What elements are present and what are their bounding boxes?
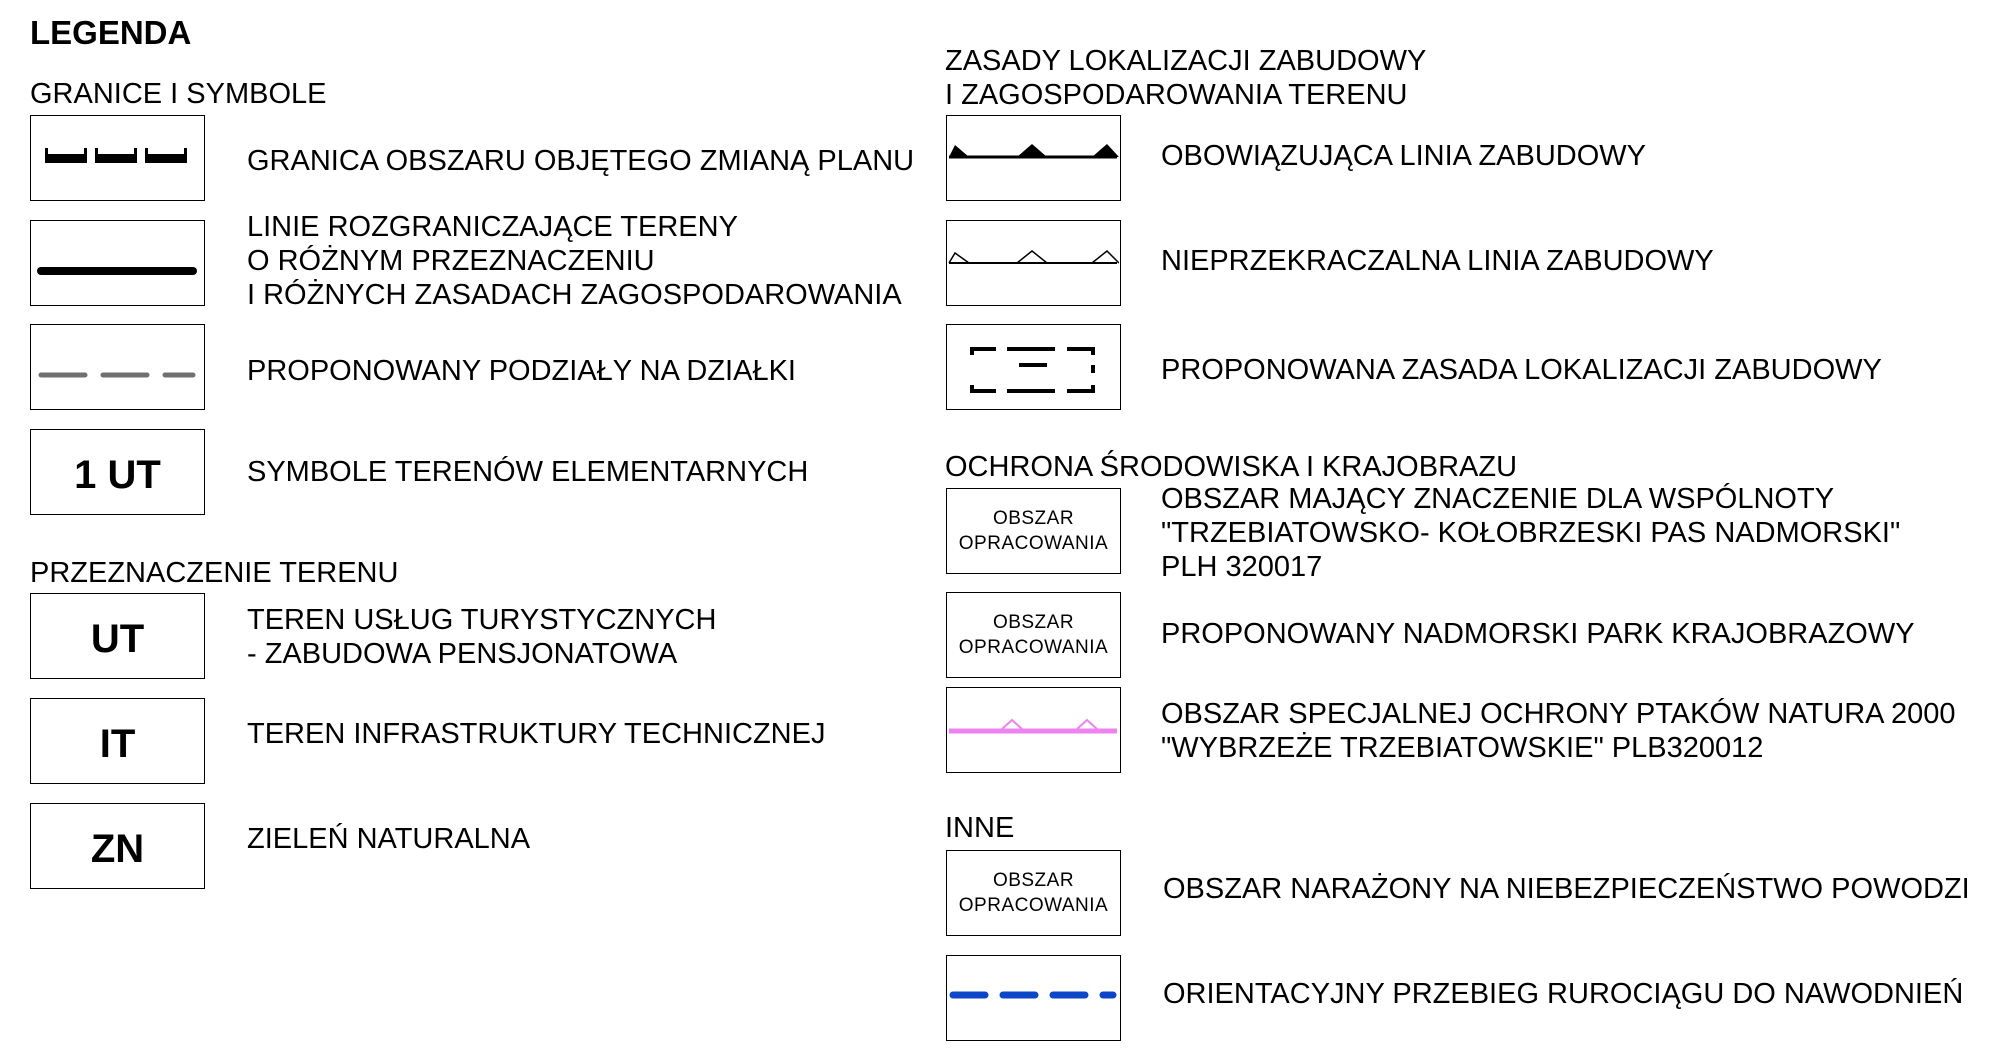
- section-heading-ochrona: OCHRONA ŚRODOWISKA I KRAJOBRAZU: [945, 451, 1518, 483]
- it-symbol-box: [30, 698, 205, 784]
- demarcation-line-symbol: [30, 220, 205, 306]
- ut-label: [247, 603, 716, 671]
- area-box-line: OBSZAR: [992, 612, 1075, 633]
- landscape-park-symbol: [946, 592, 1121, 678]
- demarcation-line-label: [247, 210, 902, 312]
- landscape-park-label: PROPONOWANY NADMORSKI PARK KRAJOBRAZOWY: [1161, 618, 1915, 650]
- outline-triangle-line-icon: [947, 221, 1119, 304]
- plan-boundary-symbol: [30, 115, 205, 201]
- flood-risk-area-label: OBSZAR NARAŻONY NA NIEBEZPIECZEŃSTWO POWODZI: [1163, 873, 1970, 905]
- section-heading-zasady: [945, 44, 1426, 112]
- plan-boundary-line-icon: [31, 116, 203, 199]
- irrigation-pipeline-symbol: [946, 955, 1121, 1041]
- area-box-text: [947, 851, 1120, 935]
- zn-symbol-text: ZN: [90, 826, 145, 871]
- grey-dashed-line-icon: [31, 325, 203, 408]
- zn-symbol-box: [30, 803, 205, 889]
- area-box-line: OPRACOWANIA: [958, 895, 1109, 916]
- proposed-building-location-label: PROPONOWANA ZASADA LOKALIZACJI ZABUDOWY: [1161, 354, 1882, 386]
- blue-dashed-line-icon: [947, 956, 1119, 1039]
- flood-risk-area-symbol: [946, 850, 1121, 936]
- it-label: TEREN INFRASTRUKTURY TECHNICZNEJ: [247, 718, 826, 750]
- zn-label: ZIELEŃ NATURALNA: [247, 823, 531, 855]
- label-line: LINIE ROZGRANICZAJĄCE TERENY: [247, 211, 738, 243]
- solid-thick-line-icon: [31, 221, 203, 304]
- label-line: OBSZAR SPECJALNEJ OCHRONY PTAKÓW NATURA 2000: [1161, 698, 1956, 730]
- label-line: I RÓŻNYCH ZASADACH ZAGOSPODAROWANIA: [247, 279, 902, 311]
- area-box-line: OPRACOWANIA: [958, 533, 1109, 554]
- obligatory-building-line-symbol: [946, 115, 1121, 201]
- area-symbol-label: SYMBOLE TERENÓW ELEMENTARNYCH: [247, 456, 809, 488]
- area-box-line: OPRACOWANIA: [958, 637, 1109, 658]
- legend-title: LEGENDA: [30, 14, 192, 51]
- natura-habitat-area-symbol: [946, 488, 1121, 574]
- area-box-text: [947, 489, 1120, 573]
- bird-protection-area-symbol: [946, 687, 1121, 773]
- area-box-text: [947, 593, 1120, 677]
- label-line: O RÓŻNYM PRZEZNACZENIU: [247, 245, 655, 277]
- label-line: PLH 320017: [1161, 551, 1323, 583]
- area-symbol-text: 1 UT: [74, 452, 161, 497]
- plot-division-symbol: [30, 324, 205, 410]
- it-symbol-text: IT: [99, 721, 136, 766]
- irrigation-pipeline-label: ORIENTACYJNY PRZEBIEG RUROCIĄGU DO NAWODNIEŃ: [1163, 978, 1964, 1010]
- area-box-line: OBSZAR: [992, 508, 1075, 529]
- label-line: "WYBRZEŻE TRZEBIATOWSKIE" PLB320012: [1161, 732, 1764, 764]
- area-symbol-box: [30, 429, 205, 515]
- section-heading-przeznaczenie: PRZEZNACZENIE TERENU: [30, 557, 399, 589]
- ut-symbol-text: UT: [90, 616, 145, 661]
- section-heading-granice: GRANICE I SYMBOLE: [30, 78, 327, 110]
- label-line: OBSZAR MAJĄCY ZNACZENIE DLA WSPÓLNOTY: [1161, 483, 1835, 515]
- nonexceedable-building-line-label: NIEPRZEKRACZALNA LINIA ZABUDOWY: [1161, 245, 1714, 277]
- filled-triangle-line-icon: [947, 116, 1119, 199]
- plan-boundary-label: GRANICA OBSZARU OBJĘTEGO ZMIANĄ PLANU: [247, 145, 915, 177]
- proposed-building-location-symbol: [946, 324, 1121, 410]
- heading-line: I ZAGOSPODAROWANIA TERENU: [945, 79, 1408, 111]
- nonexceedable-building-line-symbol: [946, 220, 1121, 306]
- label-line: TEREN USŁUG TURYSTYCZNYCH: [247, 604, 717, 636]
- heading-line: ZASADY LOKALIZACJI ZABUDOWY: [945, 45, 1427, 77]
- violet-triangle-line-icon: [947, 688, 1119, 771]
- label-line: "TRZEBIATOWSKO- KOŁOBRZESKI PAS NADMORSKI": [1161, 517, 1901, 549]
- obligatory-building-line-label: OBOWIĄZUJĄCA LINIA ZABUDOWY: [1161, 140, 1647, 172]
- plot-division-label: PROPONOWANY PODZIAŁY NA DZIAŁKI: [247, 355, 796, 387]
- bird-protection-area-label: [1161, 697, 1955, 765]
- label-line: - ZABUDOWA PENSJONATOWA: [247, 638, 678, 670]
- area-box-line: OBSZAR: [992, 870, 1075, 891]
- natura-habitat-area-label: [1161, 482, 1900, 584]
- dashed-rectangle-icon: [947, 325, 1119, 408]
- ut-symbol-box: [30, 593, 205, 679]
- section-heading-inne: INNE: [945, 812, 1015, 844]
